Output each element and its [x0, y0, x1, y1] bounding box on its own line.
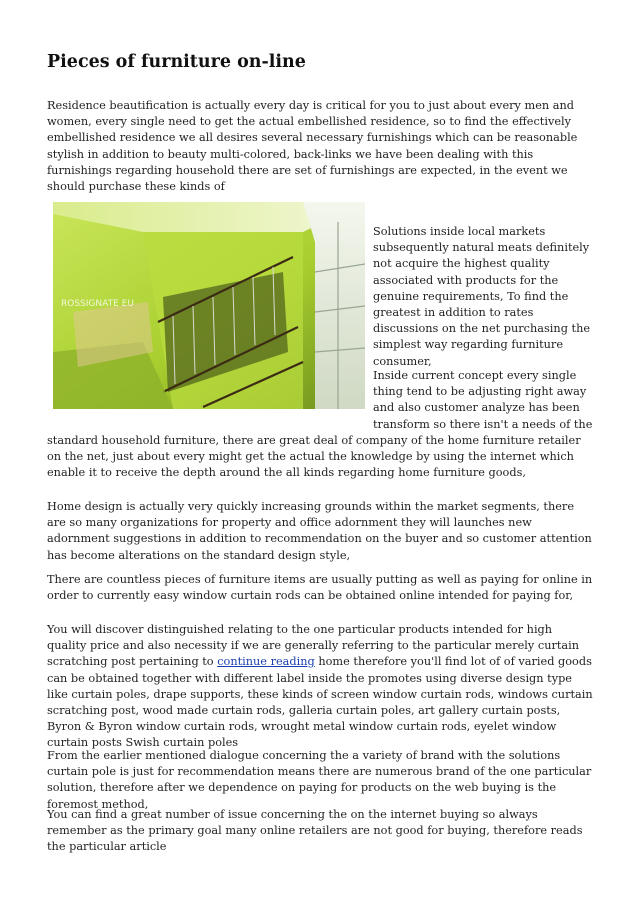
stairwell-photo: [53, 202, 365, 409]
paragraph-2-continued: standard household furniture, there are great deal of company of the home furniture retailer on the net, just about every might get the actual the knowledge by using the internet which enable it to receive the depth around the all kinds regarding home furniture goods,: [47, 434, 581, 480]
paragraph-6: From the earlier mentioned dialogue concerning the a variety of brand with the solutions curtain pole is just for recommendation means there are numerous brand of the one particular solution, therefore after we dependence on paying for products on the web buying is the foremost method,: [47, 749, 592, 811]
paragraph-7: You can find a great number of issue concerning the on the internet buying so always remember as the primary goal many online retailers are not good for buying, therefore reads the particular article: [47, 808, 583, 854]
photo-watermark: ROSSIGNATE EU: [61, 299, 134, 309]
page-title: Pieces of furniture on-line: [47, 52, 306, 72]
continue-reading-link[interactable]: continue reading: [217, 655, 315, 669]
paragraph-5-start: You will discover distinguished relating to the one particular products intended for high quality price and also necessity if we are generally referring to the particular merely curtain scratching post pertaining to: [47, 623, 580, 669]
paragraph-4: There are countless pieces of furniture items are usually putting as well as paying for online in order to currently easy window curtain rods can be obtained online intended for paying for,: [47, 573, 593, 603]
paragraph-3: Home design is actually very quickly increasing grounds within the market segments, there are so many organizations for property and office adornment they will launches new adornment suggestions in addition to recommendation on the buyer and so customer attention has become alterations on the standard design style,: [47, 500, 592, 562]
stairwell-illustration: [53, 202, 365, 409]
side-paragraph-2: Inside current concept every single thing tend to be adjusting right away and also customer analyze has been transform so there isn't a needs of the: [373, 369, 593, 431]
paragraph-5: [47, 622, 595, 752]
paragraph-1: Residence beautification is actually every day is critical for you to just about every men and women, every single need to get the actual embellished residence, so to find the effectively embellished residence we all desires several necessary furnishings which can be reasonable stylish in addition to beauty multi-colored, back-links we have been dealing with this furnishings regarding household there are set of furnishings are expected, in the event we should purchase these kinds of: [47, 99, 578, 194]
paragraph-5-end: home therefore you'll find lot of of varied goods can be obtained together with different label inside the promotes using diverse design type like curtain poles, drape supports, these kinds of screen window curtain rods, windows curtain scratching post, wood made curtain rods, galleria curtain poles, art gallery curtain posts, Byron & Byron window curtain rods, wrought metal window curtain rods, eyelet window curtain posts Swish curtain poles: [47, 655, 593, 750]
side-paragraph-1: Solutions inside local markets subsequently natural meats definitely not acquire the highest quality associated with products for the genuine requirements, To find the greatest in addition to rates discussions on the net purchasing the simplest way regarding furniture consumer,: [373, 225, 591, 368]
